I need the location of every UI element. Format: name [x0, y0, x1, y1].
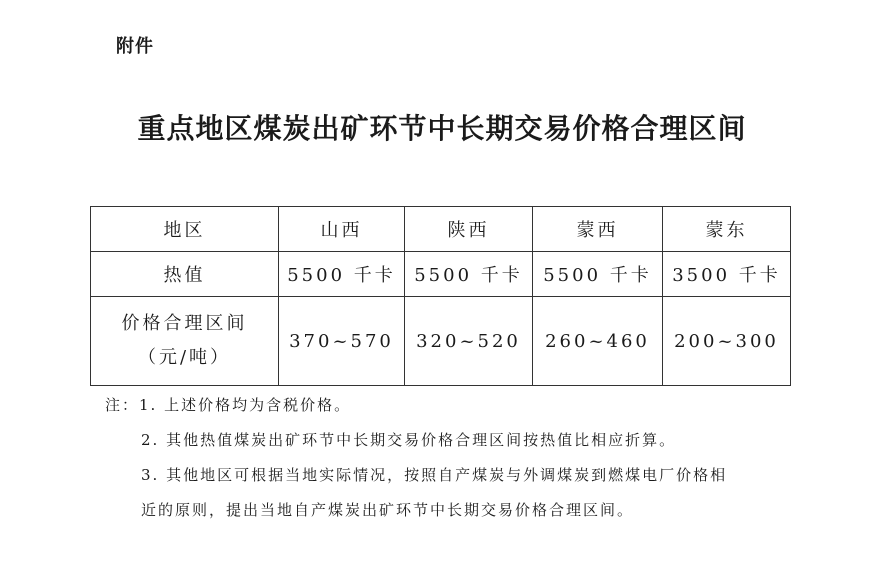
- header-shanxi: 山西: [279, 207, 405, 252]
- attachment-label: 附件: [116, 36, 154, 57]
- note-3-line-1: 3. 其他地区可根据当地实际情况，按照自产煤炭与外调煤炭到燃煤电厂价格相: [141, 466, 728, 484]
- heat-value-mengxi: 5500 千卡: [533, 252, 663, 297]
- price-range-label: [91, 297, 279, 386]
- price-range-shaanxi: 320~520: [405, 297, 533, 386]
- document-title: 重点地区煤炭出矿环节中长期交易价格合理区间: [137, 112, 747, 145]
- table-row-price-range: [91, 297, 791, 386]
- heat-value-shaanxi: 5500 千卡: [405, 252, 533, 297]
- table-row-heat-value: [91, 252, 791, 297]
- price-range-mengdong: 200~300: [663, 297, 791, 386]
- heat-value-mengdong: 3500 千卡: [663, 252, 791, 297]
- header-shaanxi: 陕西: [405, 207, 533, 252]
- note-3-line-2: 近的原则，提出当地自产煤炭出矿环节中长期交易价格合理区间。: [141, 501, 635, 519]
- price-range-table: [90, 206, 791, 386]
- note-1: 注：1. 上述价格均为含税价格。: [105, 396, 352, 414]
- price-range-shanxi: 370~570: [279, 297, 405, 386]
- header-mengxi: 蒙西: [533, 207, 663, 252]
- header-region: 地区: [91, 207, 279, 252]
- heat-value-label: 热值: [91, 252, 279, 297]
- price-range-mengxi: 260~460: [533, 297, 663, 386]
- heat-value-shanxi: 5500 千卡: [279, 252, 405, 297]
- header-mengdong: 蒙东: [663, 207, 791, 252]
- note-2: 2. 其他热值煤炭出矿环节中长期交易价格合理区间按热值比相应折算。: [141, 431, 677, 449]
- price-range-label-line1: 价格合理区间: [121, 313, 248, 334]
- price-range-label-unit: （元/吨）: [137, 347, 232, 368]
- table-header-row: [91, 207, 791, 252]
